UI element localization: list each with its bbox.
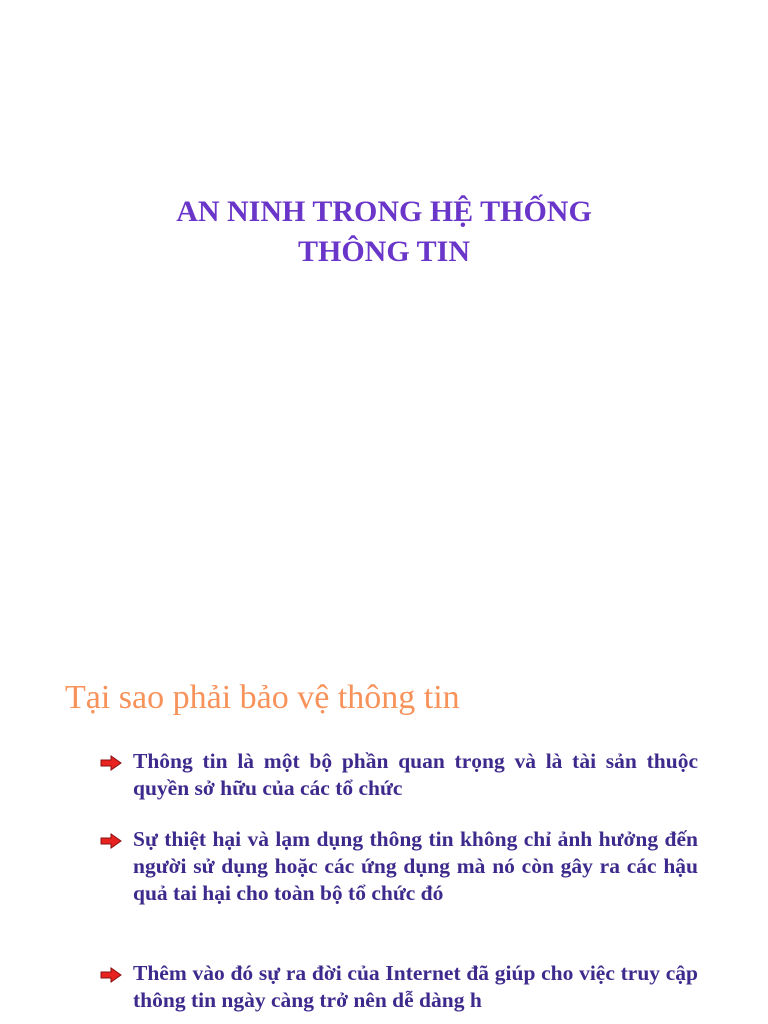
bullet-item (100, 960, 698, 1014)
slide-title-line-1: AN NINH TRONG HỆ THỐNG (176, 195, 592, 228)
slide-title-line-2: THÔNG TIN (298, 235, 470, 268)
bullet-text: Thông tin là một bộ phần quan trọng và là tài sản thuộc quyền sở hữu của các tổ chức (133, 749, 698, 800)
red-arrow-icon (100, 755, 122, 771)
bullet-item (100, 748, 698, 802)
red-arrow-icon (100, 967, 122, 983)
red-arrow-icon (100, 833, 122, 849)
slide-title (0, 192, 768, 272)
bullet-item (100, 826, 698, 907)
bullet-text: Sự thiệt hại và lạm dụng thông tin không chỉ ảnh hưởng đến người sử dụng hoặc các ứng dụng mà nó còn gây ra các hậu quả tai hại cho toàn bộ tổ chức đó (133, 827, 698, 905)
bullet-text: Thêm vào đó sự ra đời của Internet đã giúp cho việc truy cập thông tin ngày càng trở nên dễ dàng h (133, 961, 698, 1012)
section-heading: Tại sao phải bảo vệ thông tin (65, 679, 460, 716)
